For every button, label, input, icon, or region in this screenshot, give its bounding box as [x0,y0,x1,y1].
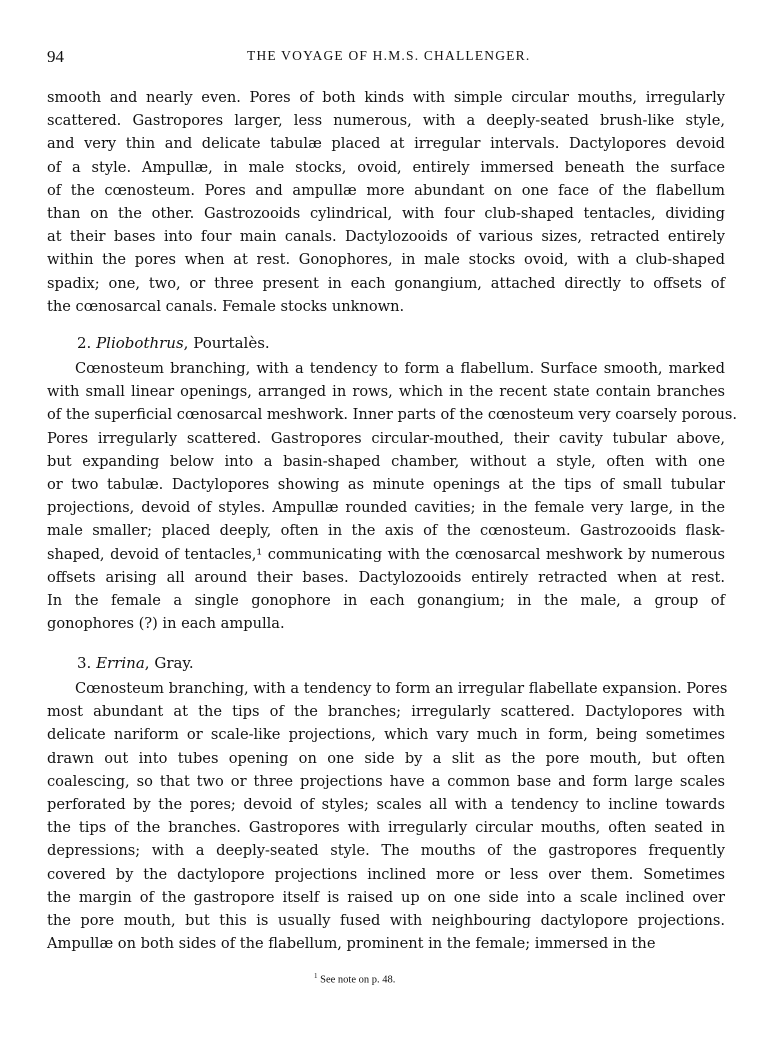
text-line: Ampullæ on both sides of the flabellum, prominent in the female; immersed in the [47,935,656,953]
text-line: Pores irregularly scattered. Gastropores circular-mouthed, their cavity tubular above, [47,429,725,447]
section-number: 2. [77,334,92,352]
text-line: the cœnosarcal canals. Female stocks unknown. [47,297,405,315]
text-line: offsets arising all around their bases. Dactylozooids entirely retracted when at rest. [47,568,725,586]
text-line: of the cœnosteum. Pores and ampullæ more abundant on one face of the flabellum [47,181,725,199]
text-line: projections, devoid of styles. Ampullæ rounded cavities; in the female very large, in the [47,499,725,517]
text-line: In the female a single gonophore in each gonangium; in the male, a group of [47,592,725,610]
text-line: the margin of the gastropore itself is raised up on one side into a scale inclined over [47,888,725,906]
section-number: 3. [77,654,92,672]
section-heading-errina [77,654,194,672]
page-header [47,47,727,69]
text-line: Cœnosteum branching, with a tendency to form a flabellum. Surface smooth, marked [75,360,725,377]
text-line: with small linear openings, arranged in rows, which in the recent state contain branches [47,383,725,401]
genus-name: Pliobothrus [96,334,184,352]
footnote-marker: 1 [314,972,318,980]
text-line: scattered. Gastropores larger, less numerous, with a deeply-seated brush-like style, [47,112,725,130]
text-line: than on the other. Gastrozooids cylindrical, with four club-shaped tentacles, dividing [47,205,725,223]
text-line: at their bases into four main canals. Dactylozooids of various sizes, retracted entirely [47,228,725,246]
text-line: perforated by the pores; devoid of styles; scales all with a tendency to incline towards [47,796,725,814]
text-line: drawn out into tubes opening on one side by a slit as the pore mouth, but often [47,749,725,767]
footnote [314,972,395,986]
text-line: and very thin and delicate tabulæ placed at irregular intervals. Dactylopores devoid [47,135,725,153]
errina-paragraph [47,677,728,955]
footnote-text: See note on p. 48. [320,974,396,986]
text-line: of a style. Ampullæ, in male stocks, ovoid, entirely immersed beneath the surface [47,158,725,176]
genus-author: , Pourtalès. [183,334,270,352]
pliobothrus-paragraph [47,357,737,635]
running-title: THE VOYAGE OF H.M.S. CHALLENGER. [247,48,531,63]
intro-paragraph [47,86,725,318]
genus-name: Errina [96,654,145,672]
page-number: 94 [47,47,64,66]
genus-author: , Gray. [144,654,194,672]
text-line: male smaller; placed deeply, often in the axis of the cœnosteum. Gastrozooids flask- [47,522,725,540]
text-line: of the superficial cœnosarcal meshwork. Inner parts of the cœnosteum very coarsely porous. [47,406,737,424]
text-line: Cœnosteum branching, with a tendency to form an irregular flabellate expansion. Pores [75,680,728,697]
text-line: most abundant at the tips of the branches; irregularly scattered. Dactylopores with [47,703,725,721]
text-line: within the pores when at rest. Gonophores, in male stocks ovoid, with a club-shaped [47,251,725,269]
text-line: delicate nariform or scale-like projections, which vary much in form, being sometimes [47,726,725,744]
text-line: but expanding below into a basin-shaped chamber, without a style, often with one [47,452,725,470]
text-line: spadix; one, two, or three present in each gonangium, attached directly to offsets of [47,274,725,292]
text-line: the pore mouth, but this is usually fused with neighbouring dactylopore projections. [47,912,725,930]
text-line: covered by the dactylopore projections inclined more or less over them. Sometimes [47,865,725,883]
text-line: the tips of the branches. Gastropores with irregularly circular mouths, often seated in [47,819,725,837]
section-heading-pliobothrus [77,334,270,352]
text-line: depressions; with a deeply-seated style. The mouths of the gastropores frequently [47,842,725,860]
text-line: gonophores (?) in each ampulla. [47,615,285,633]
text-line: or two tabulæ. Dactylopores showing as minute openings at the tips of small tubular [47,476,725,494]
text-line: shaped, devoid of tentacles,¹ communicating with the cœnosarcal meshwork by numerous [47,545,725,563]
text-line: smooth and nearly even. Pores of both kinds with simple circular mouths, irregularly [47,89,725,106]
text-line: coalescing, so that two or three projections have a common base and form large scales [47,772,725,790]
